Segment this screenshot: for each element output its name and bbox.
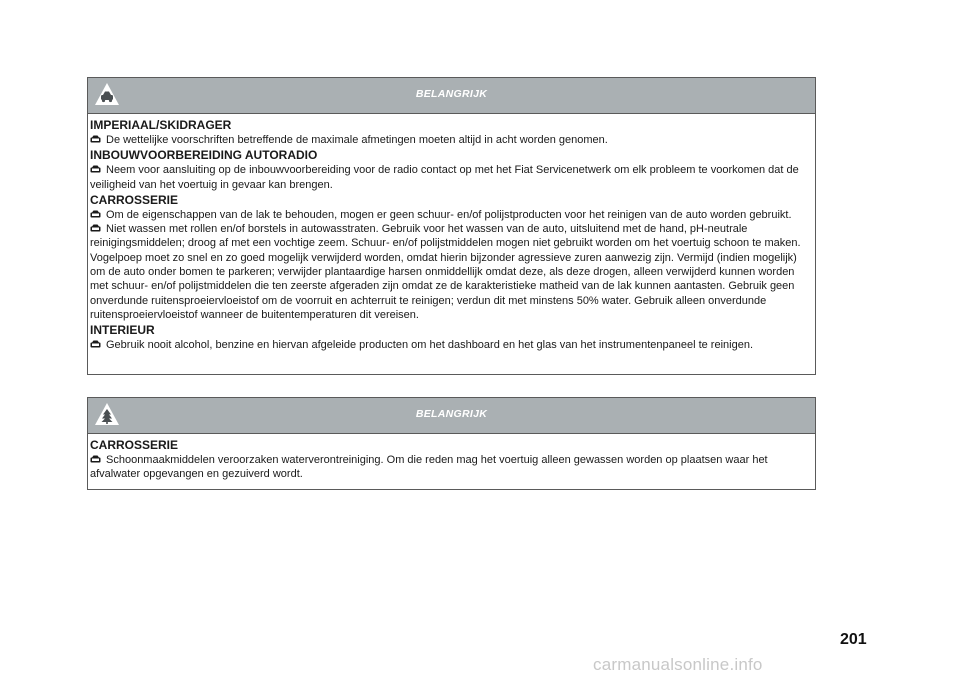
watermark: carmanualsonline.info [593,655,763,674]
page-number: 201 [840,631,867,648]
paragraph-text: Gebruik nooit alcohol, benzine en hiervan afgeleide producten om het dashboard en het glas van het instrumentenpaneel te reinigen. [106,339,753,352]
bullet-paragraph [90,453,811,482]
warning-box-title: BELANGRIJK [415,408,488,420]
paragraph-text: De wettelijke voorschriften betreffende de maximale afmetingen moeten altijd in acht worden genomen. [106,134,608,146]
warning-box-1 [87,77,816,375]
section-heading: IMPERIAAL/SKIDRAGER [90,118,232,132]
bullet-paragraph [90,133,811,147]
car-bullet-icon [90,209,101,218]
warning-box-2 [87,397,816,490]
car-bullet-icon [90,454,101,463]
warning-box-body [88,114,815,353]
section-heading: INBOUWVOORBEREIDING AUTORADIO [90,148,318,163]
bullet-paragraph [90,222,811,322]
section-heading: CARROSSERIE [90,438,179,452]
bullet-paragraph [90,208,811,222]
paragraph-text: Neem voor aansluiting op de inbouwvoorbereiding voor de radio contact op met het Fiat Servicenetwerk om elk probleem te voorkomen dat de veiligheid van het voertuig in gevaar kan brengen. [90,164,799,191]
bullet-paragraph [90,163,811,192]
paragraph-text: Schoonmaakmiddelen veroorzaken waterverontreiniging. Om die reden mag het voertuig alleen gewassen worden op plaatsen waar het afvalwater opgevangen en gezuiverd wordt. [90,454,768,481]
section-heading: INTERIEUR [90,323,155,338]
car-bullet-icon [90,134,101,143]
car-bullet-icon [90,339,101,348]
car-bullet-icon [90,223,101,232]
section-heading: CARROSSERIE [90,192,179,207]
bullet-paragraph [90,338,811,352]
warning-box-header [88,78,815,114]
car-bullet-icon [90,164,101,173]
warning-box-title: BELANGRIJK [415,88,488,100]
warning-box-header [88,398,815,434]
paragraph-text: Niet wassen met rollen en/of borstels in autowasstraten. Gebruik voor het wassen van de auto, uitsluitend met de hand, pH-neutrale reinigingsmiddelen; droog af met een vochtige zeem. Schuur- en/of polijstmiddelen mogen niet gebruikt worden om het voertuig schoon te maken. Vogelpoep moet zo snel en zo goed mogelijk verwijderd worden, omdat hierin bijzonder agressieve zuren aanwezig zijn. Vermijd (indien mogelijk) om de auto onder bomen te parkeren; verwijder plantaardige harsen onmiddellijk omdat deze, als deze drogen, alleen verwijderd kunnen worden met schuur- en/of polijstmiddelen die ten zeerste afgeraden zijn omdat ze de karakteristieke matheid van de lak kunnen aantasten. Gebruik geen onverdunde ruitensproeiervloeistof om de voorruit en achterruit te reinigen; verdun dit met minstens 50% water. Gebruik alleen onverdunde ruitensproeiervloeistof wanneer de buitentemperaturen dit vereisen. [90,223,801,321]
paragraph-text: Om de eigenschappen van de lak te behouden, mogen er geen schuur- en/of polijstproducten voor het reinigen van de auto worden gebruikt. [106,208,792,221]
warning-box-body [88,434,815,482]
